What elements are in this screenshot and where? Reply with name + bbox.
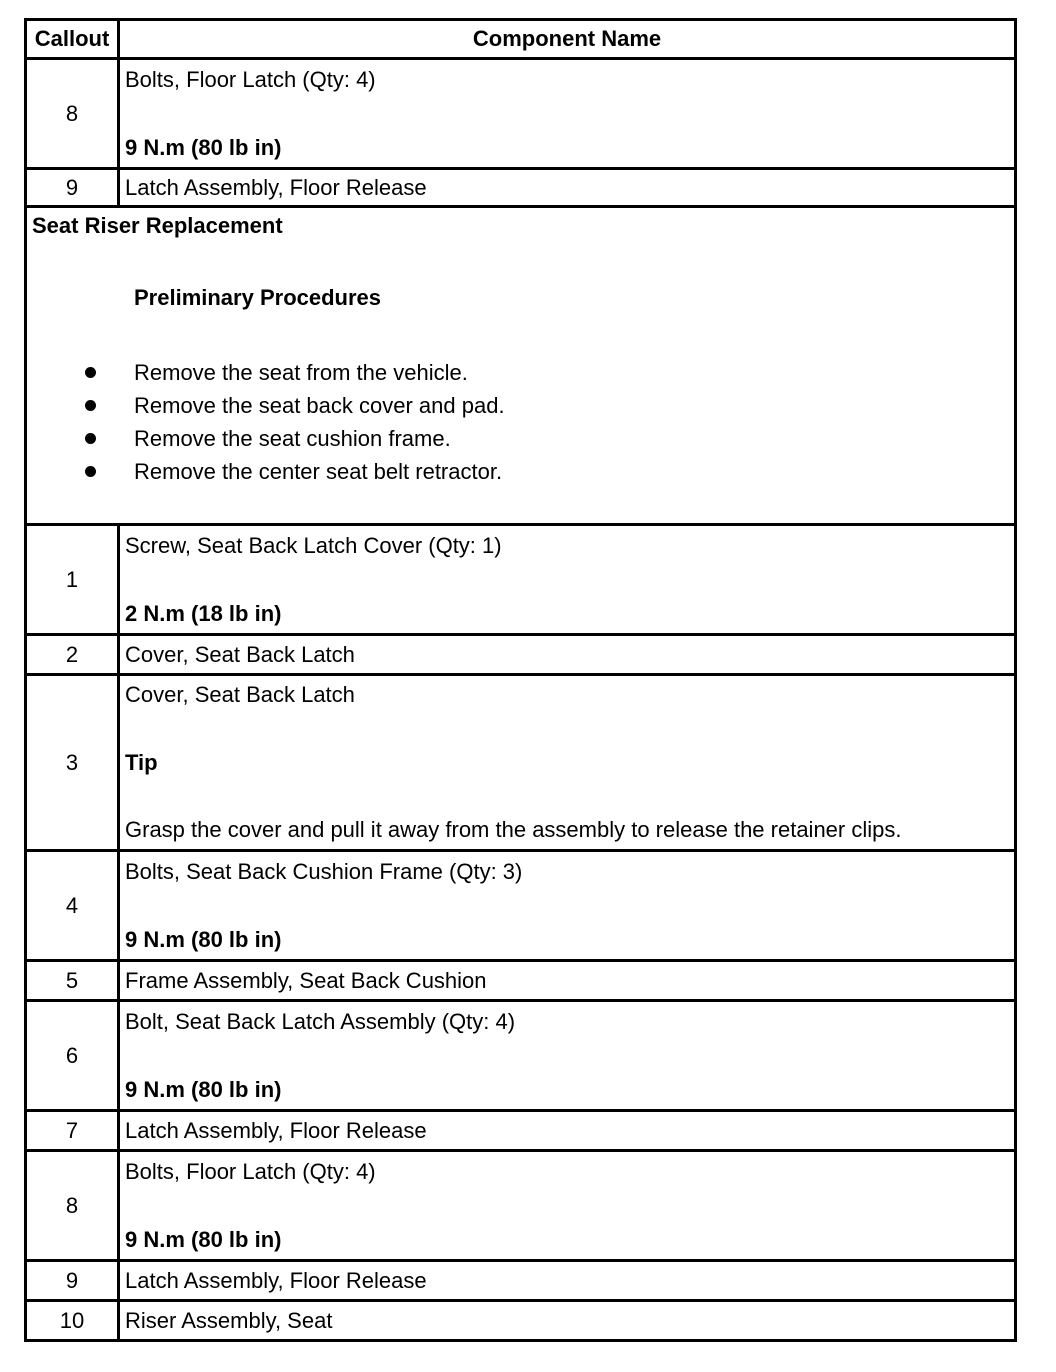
table-row <box>26 169 1016 207</box>
table-row <box>26 1151 1016 1261</box>
tip-text: Grasp the cover and pull it away from the assembly to release the retainer clips. <box>125 817 902 843</box>
component-name: Cover, Seat Back Latch <box>125 682 355 708</box>
callout-cell: 8 <box>26 59 119 169</box>
component-cell <box>119 59 1016 169</box>
table-row <box>26 1261 1016 1301</box>
table-row <box>26 1001 1016 1111</box>
tip-label: Tip <box>125 749 158 775</box>
list-item: Remove the seat back cover and pad. <box>32 389 1009 422</box>
callout-cell: 7 <box>26 1111 119 1151</box>
table-row <box>26 851 1016 961</box>
callout-cell: 5 <box>26 961 119 1001</box>
torque-spec: 9 N.m (80 lb in) <box>125 1226 282 1252</box>
list-item: Remove the center seat belt retractor. <box>32 455 1009 488</box>
component-cell <box>119 525 1016 635</box>
procedure-list <box>32 356 1009 488</box>
list-item: Remove the seat from the vehicle. <box>32 356 1009 389</box>
component-name: Frame Assembly, Seat Back Cushion <box>119 961 1016 1001</box>
component-cell <box>119 1151 1016 1261</box>
table-row <box>26 961 1016 1001</box>
component-table <box>24 18 1017 1342</box>
component-name: Riser Assembly, Seat <box>119 1301 1016 1341</box>
bullet-icon <box>85 367 96 378</box>
callout-cell: 10 <box>26 1301 119 1341</box>
component-name: Screw, Seat Back Latch Cover (Qty: 1) <box>125 533 502 558</box>
component-name: Latch Assembly, Floor Release <box>119 1111 1016 1151</box>
section-row <box>26 207 1016 525</box>
torque-spec: 9 N.m (80 lb in) <box>125 134 282 160</box>
component-name: Cover, Seat Back Latch <box>119 635 1016 675</box>
list-item: Remove the seat cushion frame. <box>32 422 1009 455</box>
table-row <box>26 525 1016 635</box>
table-row <box>26 1111 1016 1151</box>
component-cell <box>119 851 1016 961</box>
callout-cell: 3 <box>26 675 119 851</box>
callout-cell: 8 <box>26 1151 119 1261</box>
callout-cell: 2 <box>26 635 119 675</box>
torque-spec: 9 N.m (80 lb in) <box>125 1076 282 1102</box>
component-cell <box>119 1001 1016 1111</box>
callout-cell: 1 <box>26 525 119 635</box>
component-name: Latch Assembly, Floor Release <box>119 169 1016 207</box>
component-name: Latch Assembly, Floor Release <box>119 1261 1016 1301</box>
header-component-name: Component Name <box>119 20 1016 59</box>
torque-spec: 9 N.m (80 lb in) <box>125 926 282 952</box>
section-title: Seat Riser Replacement <box>32 213 283 238</box>
table-row <box>26 59 1016 169</box>
callout-cell: 4 <box>26 851 119 961</box>
component-cell <box>119 675 1016 851</box>
component-name: Bolt, Seat Back Latch Assembly (Qty: 4) <box>125 1009 516 1034</box>
torque-spec: 2 N.m (18 lb in) <box>125 600 282 626</box>
bullet-icon <box>85 433 96 444</box>
header-callout: Callout <box>26 20 119 59</box>
callout-cell: 6 <box>26 1001 119 1111</box>
table-row <box>26 1301 1016 1341</box>
component-name: Bolts, Floor Latch (Qty: 4) <box>125 67 376 92</box>
bullet-icon <box>85 400 96 411</box>
component-name: Bolts, Floor Latch (Qty: 4) <box>125 1159 376 1184</box>
component-name: Bolts, Seat Back Cushion Frame (Qty: 3) <box>125 859 523 884</box>
table-row <box>26 675 1016 851</box>
table-row <box>26 635 1016 675</box>
section-subtitle: Preliminary Procedures <box>134 284 382 310</box>
table-header-row <box>26 20 1016 59</box>
callout-cell: 9 <box>26 169 119 207</box>
bullet-icon <box>85 466 96 477</box>
section-cell <box>26 207 1016 525</box>
callout-cell: 9 <box>26 1261 119 1301</box>
